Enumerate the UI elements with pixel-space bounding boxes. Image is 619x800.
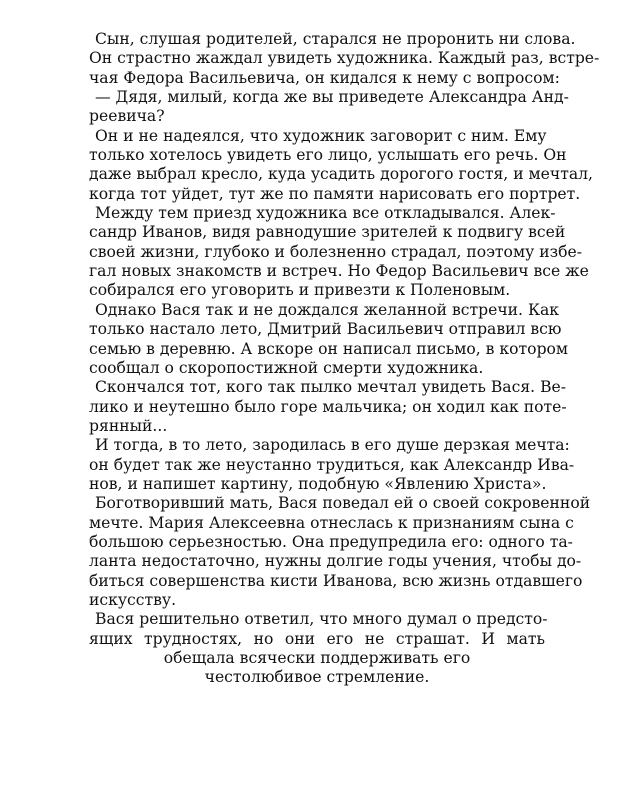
text-line: Он и не надеялся, что художник заговорит с ним. Ему — [95, 126, 547, 145]
paragraph-8 — [89, 610, 548, 687]
text-line: честолюбивое стремление. — [204, 668, 430, 687]
text-line: рянный... — [89, 416, 168, 435]
text-line: даже выбрал кресло, куда усадить дорогого гостя, и мечтал, — [89, 165, 594, 184]
text-line: чая Федора Васильевича, он кидался к нему с вопросом: — [89, 68, 560, 87]
text-line: он будет так же неустанно трудиться, как Александр Ива- — [89, 455, 575, 474]
text-line: Он страстно жаждал увидеть художника. Каждый раз, встре- — [89, 49, 600, 68]
text-line: обещала всячески поддерживать его — [163, 649, 471, 667]
text-line: ланта недостаточно, нужны долгие годы учения, чтобы до- — [89, 552, 582, 571]
text-line: собирался его уговорить и привезти к Поленовым. — [89, 281, 511, 300]
text-line: гал новых знакомств и встреч. Но Федор Васильевич все же — [89, 262, 589, 281]
text-line: мечте. Мария Алексеевна отнеслась к признаниям сына с — [89, 513, 574, 532]
text-line: нов, и напишет картину, подобную «Явлению Христа». — [89, 474, 547, 493]
paragraph-6 — [89, 436, 575, 494]
text-line: когда тот уйдет, тут же по памяти нарисовать его портрет. — [89, 184, 581, 203]
text-line: Скончался тот, кого так пылко мечтал увидеть Вася. Ве- — [95, 378, 567, 397]
text-line: семью в деревню. А вскоре он написал письмо, в котором — [89, 339, 569, 358]
text-line: своей жизни, глубоко и болезненно страдал, поэтому избе- — [89, 242, 582, 261]
text-line: Боготворивший мать, Вася поведал ей о своей сокровенной — [95, 494, 591, 513]
paragraph-2 — [89, 126, 594, 204]
paragraph-1 — [89, 30, 600, 127]
text-line: только настало лето, Дмитрий Васильевич отправил всю — [89, 320, 562, 339]
text-line: лико и неутешно было горе мальчика; он ходил как поте- — [89, 397, 567, 416]
text-line: только хотелось увидеть его лицо, услышать его речь. Он — [89, 146, 567, 165]
text-line: сандр Иванов, видя равнодушие зрителей к подвигу всей — [89, 223, 566, 242]
text-line: искусству. — [89, 590, 177, 609]
text-line: Однако Вася так и не дождался желанной встречи. Как — [95, 300, 560, 319]
text-line: И тогда, в то лето, зародилась в его душе дерзкая мечта: — [95, 436, 570, 455]
paragraph-5 — [89, 378, 567, 436]
paragraph-3 — [89, 204, 589, 301]
text-line: реевича? — [89, 107, 165, 126]
paragraph-4 — [89, 300, 569, 378]
text-line: биться совершенства кисти Иванова, всю жизнь отдавшего — [89, 571, 583, 590]
paragraph-7 — [89, 494, 591, 610]
text-line: — Дядя, милый, когда же вы приведете Александра Анд- — [95, 88, 569, 107]
text-line: сообщал о скоропостижной смерти художника. — [89, 358, 484, 377]
text-line: Вася решительно ответил, что много думал о предсто- — [95, 610, 548, 629]
text-line: большою серьезностью. Она предупредила его: одного та- — [89, 532, 573, 551]
text-line: Сын, слушая родителей, старался не проронить ни слова. — [95, 30, 576, 48]
text-line: Между тем приезд художника все откладывался. Алек- — [95, 204, 556, 223]
text-line: ящих трудностях, но они его не страшат. И мать — [89, 629, 545, 648]
body-text — [89, 30, 600, 688]
